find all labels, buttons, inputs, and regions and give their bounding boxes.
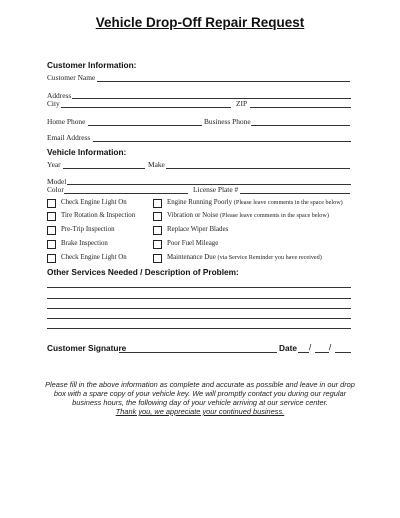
option-label: Engine Running Poorly (Please leave comments in the space below) [167, 199, 343, 206]
checkbox-tire-rotation[interactable] [47, 212, 56, 221]
date-month-field[interactable] [298, 352, 309, 353]
instructions-line-2: box with a spare copy of your vehicle key. We will promptly contact you during our regular [53, 389, 347, 398]
description-line-2[interactable] [47, 298, 351, 299]
zip-label: ZIP [236, 99, 248, 108]
signature-label: Customer Signature [47, 343, 127, 353]
license-plate-label: License Plate # [193, 185, 239, 194]
city-field[interactable] [61, 107, 231, 108]
checkbox-brake-inspection[interactable] [47, 240, 56, 249]
color-label: Color [47, 185, 64, 194]
option-label: Maintenance Due (via Service Reminder you have received) [167, 254, 322, 261]
checkbox-check-engine-light[interactable] [47, 199, 56, 208]
option-label: Brake Inspection [61, 240, 108, 247]
date-label: Date [279, 343, 297, 353]
description-line-3[interactable] [47, 308, 351, 309]
checkbox-replace-wiper-blades[interactable] [153, 226, 162, 235]
option-label: Poor Fuel Mileage [167, 240, 219, 247]
checkbox-check-engine-light-2[interactable] [47, 254, 56, 263]
email-field[interactable] [93, 141, 351, 142]
option-label: Check Engine Light On [61, 199, 127, 206]
customer-section-heading: Customer Information: [47, 60, 137, 70]
checkbox-maintenance-due[interactable] [153, 254, 162, 263]
other-services-heading: Other Services Needed / Description of Problem: [47, 267, 239, 277]
color-field[interactable] [64, 193, 188, 194]
date-year-field[interactable] [335, 352, 351, 353]
description-line-5[interactable] [47, 328, 351, 329]
vehicle-section-heading: Vehicle Information: [47, 147, 127, 157]
customer-name-label: Customer Name [47, 73, 96, 82]
option-label: Vibration or Noise (Please leave comments in the space below) [167, 212, 329, 219]
checkbox-poor-fuel-mileage[interactable] [153, 240, 162, 249]
make-label: Make [148, 160, 165, 169]
model-label: Model [47, 177, 67, 186]
option-label: Replace Wiper Blades [167, 226, 229, 233]
year-field[interactable] [63, 168, 145, 169]
date-separator: / [309, 343, 312, 352]
year-label: Year [47, 160, 61, 169]
email-label: Email Address [47, 133, 91, 142]
option-label: Pre-Trip Inspection [61, 226, 115, 233]
address-field[interactable] [72, 98, 351, 99]
checkbox-engine-running-poorly[interactable] [153, 199, 162, 208]
date-separator: / [329, 343, 332, 352]
thank-you-note: Thank you, we appreciate your continued business. [115, 407, 285, 416]
home-phone-label: Home Phone [47, 117, 86, 126]
instructions-line-3: business hours, the following day of your vehicle arriving at our service center. [72, 398, 328, 407]
description-line-4[interactable] [47, 318, 351, 319]
form-title: Vehicle Drop-Off Repair Request [95, 15, 305, 30]
address-label: Address [47, 91, 72, 100]
license-plate-field[interactable] [240, 193, 350, 194]
date-day-field[interactable] [315, 352, 329, 353]
checkbox-pre-trip-inspection[interactable] [47, 226, 56, 235]
business-phone-field[interactable] [251, 125, 350, 126]
home-phone-field[interactable] [88, 125, 202, 126]
description-line-1[interactable] [47, 287, 351, 288]
signature-field[interactable] [119, 352, 277, 353]
checkbox-vibration-or-noise[interactable] [153, 212, 162, 221]
business-phone-label: Business Phone [204, 117, 251, 126]
option-label: Check Engine Light On [61, 254, 127, 261]
zip-field[interactable] [250, 107, 351, 108]
city-label: City [47, 99, 60, 108]
make-field[interactable] [166, 168, 350, 169]
instructions-line-1: Please fill in the above information as complete and accurate as possible and leave in our drop [45, 380, 355, 389]
customer-name-field[interactable] [97, 81, 350, 82]
option-label: Tire Rotation & Inspection [61, 212, 136, 219]
